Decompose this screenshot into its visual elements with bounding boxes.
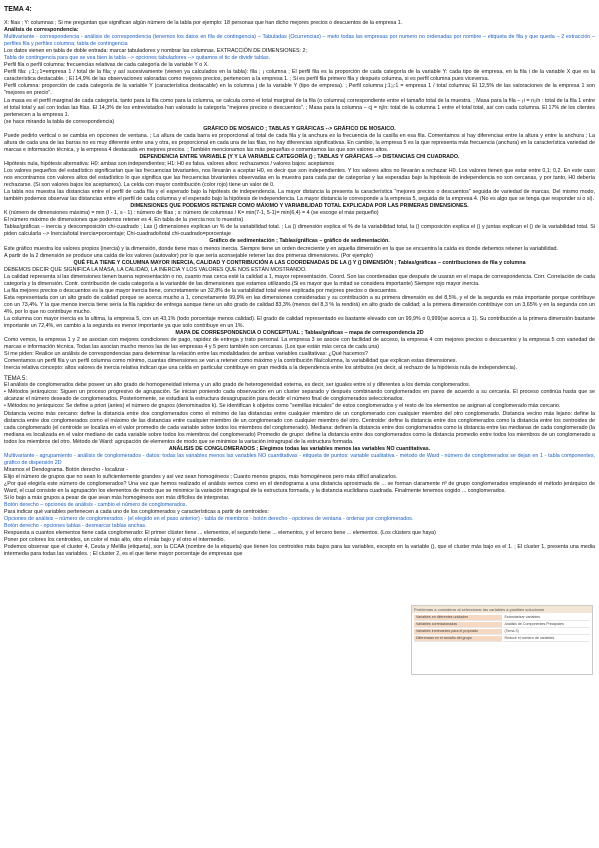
paragraph: Los valores pequeños del estadístico significarían que las frecuencias bivariantes, nos llevarán a aceptar H0, es decir que son independientes. Y los valores altos no llevarán a rechazar H0. Los valores tienen que estar entre 0,1; 0,2. En este caso nos encontramos con valores altos del estadístico lo que significa que las frecuencias bivariantes observadas en la muestra para cada par de categorías y las esperadas bajo la hipótesis de independencia no son cercanas, y por tanto, H0 debería rechazarse. (Si son valores bajos los aceptamos). La celda con mayor contribución (color rojo) tiene un valor de 0. bbox=[4, 167, 595, 189]
paragraph: Hipótesis nula, hipótesis alternativa: H0: ambas son independientes; H1: H0 es falsa. valores altos: rechazamos / valores bajos: aceptamos bbox=[4, 160, 335, 167]
paragraph: GRÁFICO DE MOSAICO ; TABLAS Y GRÁFICAS --> GRÁFICO DE MOSAICO. bbox=[203, 125, 396, 132]
inset-cell: Variables en diferentes unidades bbox=[414, 615, 502, 621]
paragraph: Botón derecho – opciones de análisis - cambio el número de conglomerados. bbox=[4, 502, 187, 509]
paragraph: X: filas ; Y: columnas ; Si me preguntan que significan algún número de la tabla por ejemplo: 18 personas que han dicho mejores precios o descuentos de la empresa 1. bbox=[4, 20, 403, 26]
paragraph: Multivariante - agrupamiento - análisis de conglomerados - datos: todas las variables menos las variables NO cuantitativas - etiqueta de puntos: variable cualitativa - método de Ward - número de conglomerados se dejan en 1 - tabla componentes, gráfico de dispersión 2D bbox=[4, 452, 595, 466]
paragraph: La calidad representa si las dimensiones tienen buena representación o no, cuanto mas cerca esté la calidad a 1, mayor representación. Coord. Son las coordenadas que después de usaran en el mapa de correspondencia. Corr. Correlación de cada categoría y la dimensión. Contr. contribución de cada categoría a la varianble de las dimensiones que estamos utilizando.(Si es mayor que la mitad se considera importante) Siempre rojo mayor inercia. bbox=[4, 273, 595, 287]
section-title-tema4: TEMA 4: bbox=[4, 6, 32, 13]
paragraph: Opciones de análisis – número de conglomerados - (el elegido en el paso anterior) - tabla de miembros - botón derecho - opciones de ventana - ordenar por conglomerados. bbox=[4, 516, 414, 523]
paragraph: Botón derecho - opciones tablas - desmarcar tablas anchas. bbox=[4, 523, 147, 530]
paragraph: • Métodos jerárquicos: Siguen un proceso progresivo de agrupación. Se inician poniendo cada observación en un cluster separado y después combinando conglomerados en pares de acuerdo a su cercanía. El proceso continúa hasta que se alcanzar el número deseado de conglomerados. Posteriormente, se estudiará la estructura desagrupación para decidir el número final de conglomerados seleccionados. bbox=[4, 389, 595, 403]
inset-header: Problemas a considerar al seleccionar las variables a posibles soluciones bbox=[412, 606, 592, 613]
inset-cell: Variables correlacionadas bbox=[414, 622, 502, 628]
paragraph: Este gráfico muestra los valores propios (inercia) y la dimensión, donde tiene mas o menos inercia. Siempre tiene un orden decreciente y en aquella dimensión en la que se encuentra la caída es donde debemos retener la variabilidad. bbox=[4, 245, 558, 252]
paragraph: Perfil columna: proporción de cada categoría de la variable Y (característica destacable) en la columna j de la variable Y (tipo de empresa). ; Perfil columna j:1;¡:1 = empresa 1 / total columna; El 12,5% de las valoraciones de la empresa 1 son "mejores en precio". bbox=[4, 83, 595, 97]
paragraph: Perfil fila o perfil columna: frecuencias relativas de cada categoría de la variable Y o X. bbox=[4, 62, 209, 69]
paragraph: Para indicar qué variables pertenecen a cada uno de los conglomerados y características a partir de centroides: bbox=[4, 509, 269, 516]
paragraph: K (número de dimensiones máxima) = min (I - 1, s - 1) : número de filas ; s: número de columnas / K= min(7-1, 5-1)= min(6,4) = 4 (se escoge el más pequeño) bbox=[4, 210, 379, 217]
paragraph: Análisis de correspondencia: bbox=[4, 27, 79, 34]
section-title-tema5: TEMA 5: bbox=[4, 376, 28, 383]
paragraph: La masa es el perfil marginal de cada categoría, tanto para la fila como para la columna, se calcula como el total marginal de la fila (o columna) correspondiente entre el tamaño total de la muestra. ; Masa para la fila – ¡i = n¡/n : total de la fila 1 entre el total total y así con todas las filas. El 14,3% de los entrevistados han valorado la categoría "mejores precios o descuentos". ; Masa para la columna – cj = nj/n: total de la columna 1 entre el total total, así con cada columna. El 17% de los clientes pertenecen a la empresa 1. bbox=[4, 97, 595, 118]
inset-cell: Variables irrelevantes para el propósito bbox=[414, 629, 502, 635]
paragraph: DEPENDENCIA ENTRE VARIABLE (Y Y LA VARIABLE CATEGORÍA () ; TABLAS Y GRÁFICAS --> DISTANCIAS CHI CUADRADO. bbox=[139, 153, 460, 160]
paragraph: El número máximo de dimensiones que podemos retener es 4. En tabla de la ¡nercia nos lo muestra) bbox=[4, 217, 244, 224]
paragraph: Elijo el número de grupos que no sean lo suficientemente grandes y así vez sean homogéneos ; Cuanto menos grupos, más homogéneos pero más difícil analizarlos. bbox=[4, 473, 398, 480]
tema4-body bbox=[4, 20, 595, 372]
paragraph: La columna con mayor inercia es la ultima, la empresa 5, con un 43,1% (todo porcentaje menos calidad). El grado de calidad representado es bastante elevado con un 99,9% o 0,999(se acerca a 1). Su contribución a la primera dimensión bastante importante un 72,4%, en cambio a la segunda es menor importante ya que solo contribuye en un 1%. bbox=[4, 315, 595, 330]
paragraph: • Métodos no jerárquicos: Se define a priori (antes) el número de grupos (denominados k). Se identifican k objetos como "semillas iniciales" de estos conglomerados y el resto de los elementos se asignan al conglomerado más cercano. bbox=[4, 403, 561, 410]
paragraph: Los datos vienen en tabla de doble entrada: marcar tabuladores y nombrar las columnas. EXTRACCIÓN DE DIMENSIONES: 2; bbox=[4, 48, 307, 55]
inset-cell: Reducir el número de variables bbox=[503, 636, 591, 642]
tema5-body bbox=[4, 382, 595, 558]
inset-cell: (Tema 3) bbox=[503, 629, 591, 635]
paragraph: (se hace mirando la tabla de correspondencia) bbox=[4, 118, 115, 125]
paragraph: Si lo bajo a más grupos a pesar de que sean más homogéneos son más difíciles de interpretar. bbox=[4, 495, 230, 502]
paragraph: La fila mejores precios o descuentos es la que mayor inercia tiene, concretamente un 32,8% de la variabilidad total viene explicada por mejores precios o descuentos. bbox=[4, 287, 398, 294]
paragraph: Respuesta a cuantos elementos tiene cada conglomerado: El primer clúster tiene ... elementos, el segundo tiene ... elementos, y el tercero tiene ... elementos. (Los clústers que haya) bbox=[4, 530, 436, 537]
paragraph: Comentamos un perfil fila y un perfil columna como mínimo, cuantas dimensiones se van a retener como máximo y la contribución fila/columna, la variabilidad que explican estas dimensiones. bbox=[4, 358, 457, 365]
inset-cell: Análisis de Componentes Principales bbox=[503, 622, 591, 628]
paragraph: Perfil fila: ¡:1;¡:1=empresa 1 / total de la fila; y así sucesivamente (vienen ya calculados en la tabla): fila ; ¡ columna ; El perfil fila es la proporción de cada categoría de la variable Y: cada tipo de empresa, en la fila i de la variable X que es la característica destacable. ; El 14,9% de las observaciones valoradas como mejores precios, pertenecen a la empresa 1. ; Si es perfil fila primero fila y después columna, si es perfil columna pues viceversa. bbox=[4, 69, 595, 83]
paragraph: DIMENSIONES QUE PODEMOS RETENER COMO MÁXIMO Y VARIABILIDAD TOTAL EXPLICADA POR LAS PRIMERAS DIMENSIONES. bbox=[130, 203, 469, 210]
paragraph: QUÉ FILA TIENE Y COLUMNA MAYOR INERCIA, CALIDAD Y CONTRIBUCIÓN A LAS COORDENADAS DE LA () Y () DIMENSIÓN ; Tablas/gráficas – contribuciones de fila y columna bbox=[73, 259, 526, 266]
paragraph: Tablas/gráficas – inercia y descomposición chi-cuadrado ; Las () dimensiones explican un % de la variabilidad total. ; La () dimensión explica el % de la variabilidad total, la () composición explica el () y juntas explican el () de la variabilidad total. Si piden calcularla --> Inercia/total inercia=porcentaje; Chi-cuadrado/total chi-cuadrado=porcentaje bbox=[4, 224, 595, 238]
paragraph: Inercia relativa concepto: altos valores de inercia relativa indican que una celda en particular contribuye en gran medida a la dependencia entre los atributos (es decir, al rechazo de la hipótesis nula de independencia). bbox=[4, 365, 518, 372]
paragraph: La tabla nos muestra las distancias entre el perfil de cada fila y el esperado bajo la hipótesis de independencia. La mayor distancia la presenta la característica "mejores precios o descuentos" seguida de variedad de marcas. Del mismo modo, también podemos observar las distancias entre el perfil de cada columna y el esperado bajo la hipótesis de independencia. La mayor distancia le corresponde a la empresa 5, seguida de la empresa 4. (No es algo que se tenga que responder si o si). bbox=[4, 189, 595, 203]
inset-grid bbox=[412, 613, 592, 644]
paragraph: DEBEMOS DECIR QUE SIGNIFICA LA MASA, LA CALIDAD, LA INERCIA Y LOS VALORES QUE NOS ESTÁN MOSTRANDO. bbox=[4, 266, 307, 273]
variable-problems-table-image bbox=[411, 605, 593, 675]
paragraph: MAPA DE CORRESPONDENCIA O CONCEPTUAL ; Tablas/gráficas – mapa de correspondencia 2D bbox=[175, 330, 424, 337]
document-page bbox=[4, 6, 595, 559]
paragraph: Si me piden: Realice un análisis de correspondencias para determinar la relación entre las modalidades de ambas variables cualitativas: ¿Qué hacemos? bbox=[4, 351, 368, 358]
inset-cell: Estandarizar variables bbox=[503, 615, 591, 621]
paragraph: Esta representada con un alto grado de calidad porque se acerca mucho a 1, concretamente 99,9% en las dimensiones consideradas y su contribución a su primera dimensión es del 8,5%, y el de la segunda es más importante porque contribuye con un 73,4%. Y la que menos inercia tiene sería la fila rapidez de entrega aunque tiene un alto grado de calidad 83,3% (menos del 8,3 % la rendirá) en alto grado de calidad; a la primera dimensión contribuye con un 3,65% y en la segunda con un 4%, por lo que no contribuye mucho. bbox=[4, 294, 595, 315]
paragraph: Poner por colores los centroides, un color el más alto, otro el más bajo y el otro el intermedio. bbox=[4, 537, 225, 544]
paragraph: Distancia vecino más cercano: define la distancia entre dos conglomerados como el mínimo de las distancias entre cualquier miembro de un conglomerado con cualquier miembro del otro conglomerado. Distancia vecino más lejano: define la distancia entre dos conglomerados como el máximo de las distancias entre cualquier miembro de un conglomerado con cualquier miembro del otro. Centroide: define la distancia entre dos conglomerados como la distancia entre los centroides de cada conglomerado (el centroide se localiza en el valor promedio de cada variable sobre todos los miembros del conglomerado). Mediana: definen la distancia entre dos conglomerados como la distancia entre las medianas de cada conglomerado (la mediana es localizada en el valor mediano de cada variable sobre todos los miembros del conglomerado) Promedio de grupo: define la distancia entre dos conglomerados como la distancia promedio entre todos los miembros de un conglomerado a todos los miembros del otro. Método de Ward: agrupación de elementos de modo que se minimice la variación intragrupal de la estructura formada. bbox=[4, 410, 595, 445]
paragraph: Como vemos, la empresa 1 y 2 se asocian con mejores condiciones de pago, rapidez de entrega y trato personal. La empresa 3 se asocie con facilidad de acceso, la empresa 4 con mejores precios o descuentos y la empresa 5 con variedad de marcas e información técnica. Todas las asocian mucho menos las de las empresas 4 y 5 pero también son cercanas. (Los que están más cerca de cada una) bbox=[4, 337, 595, 351]
paragraph: Puede pedirlo vertical o se cambia en opciones de ventana. ; La altura de cada barra es proporcional al total de cada fila y la anchura es la frecuencia de la casilla en esa fila. Comentamos si hay diferencias entre la altura y entre la anchura ; La altura de cada una de las barras no es muy diferente entre una y otra, es proporcional en cada una de las filas, no hay diferencias significativas. En cambio, la empresa 5 es la que representa más frecuencia (anchura) en la característica variedad de marcas e información técnica, y la empresa 4 destacada en mejores precios. ; También mencionamos las más pequeñas o comentamos las que son valores altos. bbox=[4, 132, 595, 153]
paragraph: Multivariante - correspondencia - análisis de correspondencia (tenemos los datos en fila de contingencia) – Tabuladas (Ocurrencias) – meto todas las empresas por numero no ordenadas por nombre – etiqueta de fila y que queda – 2 extracción – perfiles fila y perfiles columna; tabla de contingencia bbox=[4, 34, 595, 48]
paragraph: ¿Por qué elegiría este número de conglomerados? Una vez que hemos realizado el análisis vemos como en el dendograma a una distancia aproximada de ... se forman claramente nº de grupo conglomerados empleando el método jerárquico de Ward, el cual consiste en la agrupación los elementos de modo que se minimice la variación intragrupal de la estructura formada, y la distancia euclidiana cuadrada. Finalmente tenemos cogido ... conglomerados. bbox=[4, 481, 595, 495]
paragraph: A partir de la 2 dimensión se produce una caída de los valores (autovalor) por lo que sería aconsejable retener las dos primeras dimensiones. (Por ejemplo) bbox=[4, 252, 373, 259]
paragraph: Gráfico de sedimentación ; Tablas/gráficas – gráfico de sedimentación. bbox=[209, 238, 390, 245]
inset-cell: Diferencias en el tamaño del grupo bbox=[414, 636, 502, 642]
paragraph: Miramos el Dendograma. Botón derecho - localizar - bbox=[4, 466, 128, 473]
paragraph: Tabla de contingencia para que se vea bien la tabla --> opciones tabuladores --> quitamos el tic de dividir tablas. bbox=[4, 55, 271, 62]
paragraph: Podemos observar que el cluster 4, Ceuta y Melilla (etiqueta), son la CCAA (nombre de la etiqueta) que tienen los centroides más bajos para las variables, excepto en la variable (), que el cluster más bajo es el 1. ; El cluster 1, presenta una media intermedia para todas las variables. ; El cluster 2, es el que tiene mayor porcentaje de empresas que bbox=[4, 544, 595, 558]
paragraph: ANÁLISIS DE CONGLOMERADOS ; Elegimos todas las variables menos las variables NO cuantitativas. bbox=[168, 445, 431, 452]
paragraph: El análisis de conglomerados debe poseer un alto grado de homogeneidad interna y un alto grado de heterogeneidad externa, es decir, ser iguales entre sí y diferentes a los demás conglomerados. bbox=[4, 382, 471, 389]
